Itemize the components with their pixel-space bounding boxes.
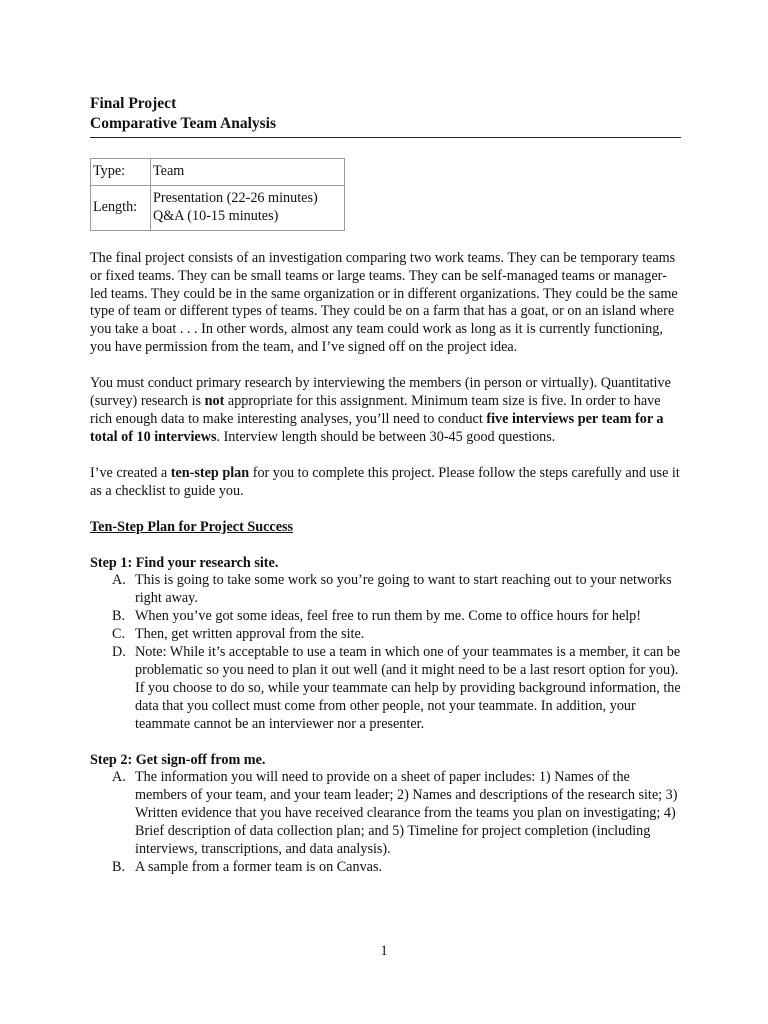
research-text-1: You must conduct primary research by interviewing the members (in person or virtually). Quantitative (survey) research is — [90, 375, 671, 410]
list-marker: B. — [112, 608, 126, 625]
step-1-item-c — [90, 626, 682, 644]
length-presentation: Presentation (22-26 minutes) — [153, 189, 318, 206]
type-label: Type: — [91, 159, 151, 186]
research-interviews-emphasis: five interviews per team for a total of 10 interviews — [90, 410, 664, 445]
list-item-text: The information you will need to provide on a sheet of paper includes: 1) Names of the members of your team, and your team leader; 2) Names and descriptions of the research site; 3) Written evidence that you have received clearance from the teams you plan on investigating; 4) Brief description of data collection plan; and 5) Timeline for project completion (including interviews, transcriptions, and data analysis). — [135, 769, 678, 858]
research-text-2: appropriate for this assignment. Minimum team size is five. In order to have rich enough data to make interesting analyses, you’ll need to conduct — [90, 393, 661, 427]
list-item-text: A sample from a former team is on Canvas. — [135, 859, 383, 875]
length-value — [151, 185, 345, 230]
page-number: 1 — [380, 943, 388, 959]
document-page — [90, 94, 682, 877]
step-1-item-d — [90, 644, 682, 734]
step-2-list — [90, 769, 682, 876]
type-value: Team — [151, 159, 345, 186]
step-1-list — [90, 572, 682, 733]
plan-intro-paragraph — [90, 465, 682, 501]
list-marker: B. — [112, 859, 126, 875]
length-row — [91, 185, 345, 230]
title-line-2: Comparative Team Analysis — [90, 115, 277, 132]
list-marker: D. — [112, 644, 126, 661]
list-item-text: When you’ve got some ideas, feel free to run them by me. Come to office hours for help! — [135, 608, 641, 625]
list-marker: A. — [112, 572, 126, 589]
list-marker: A. — [112, 769, 126, 786]
list-marker: C. — [112, 626, 126, 643]
type-row — [91, 159, 345, 186]
list-item-text: This is going to take some work so you’re going to want to start reaching out to your networks right away. — [135, 572, 672, 607]
list-item-text: Then, get written approval from the site. — [135, 626, 365, 643]
plan-intro-emphasis: ten-step plan — [170, 464, 250, 481]
intro-paragraph: The final project consists of an investigation comparing two work teams. They can be temporary teams or fixed teams. They can be small teams or large teams. They can be self-managed teams or manager-led teams. They could be in the same organization or in different organizations. They could be the same type of team or different types of teams. They could be on a farm that has a goat, or on an island where you take a boat . . . In other words, almost any team could work as long as it is currently functioning, you have permission from the team, and I’ve signed off on the project idea. — [90, 249, 678, 356]
document-title — [90, 94, 682, 134]
assignment-info-table — [90, 158, 345, 231]
title-divider — [90, 137, 681, 138]
step-2-item-b — [90, 859, 682, 877]
plan-intro-text-2: for you to complete this project. Please follow the steps carefully and use it as a checklist to guide you. — [90, 464, 680, 499]
step-1-item-b — [90, 608, 682, 626]
research-paragraph — [90, 375, 682, 447]
research-not-emphasis: not — [204, 393, 225, 410]
plan-intro-text-1: I’ve created a — [90, 464, 171, 481]
length-qa: Q&A (10-15 minutes) — [153, 207, 279, 224]
step-2-heading: Step 2: Get sign-off from me. — [90, 751, 266, 768]
research-text-3: . Interview length should be between 30-45 good questions. — [216, 428, 556, 445]
step-1-heading: Step 1: Find your research site. — [90, 554, 279, 571]
step-1-item-a — [90, 572, 682, 608]
plan-section-title: Ten-Step Plan for Project Success — [90, 518, 294, 535]
length-label: Length: — [91, 185, 151, 230]
title-line-1: Final Project — [90, 95, 177, 112]
step-2-item-a — [90, 769, 682, 859]
list-item-text: Note: While it’s acceptable to use a team in which one of your teammates is a member, it can be problematic so you need to plan it out well (and it might need to be a last resort option for you). If you choose to do so, while your teammate can help by providing background information, the data that you collect must come from other people, not your teammate. In addition, your teammate cannot be an interviewer nor a presenter. — [135, 644, 681, 732]
